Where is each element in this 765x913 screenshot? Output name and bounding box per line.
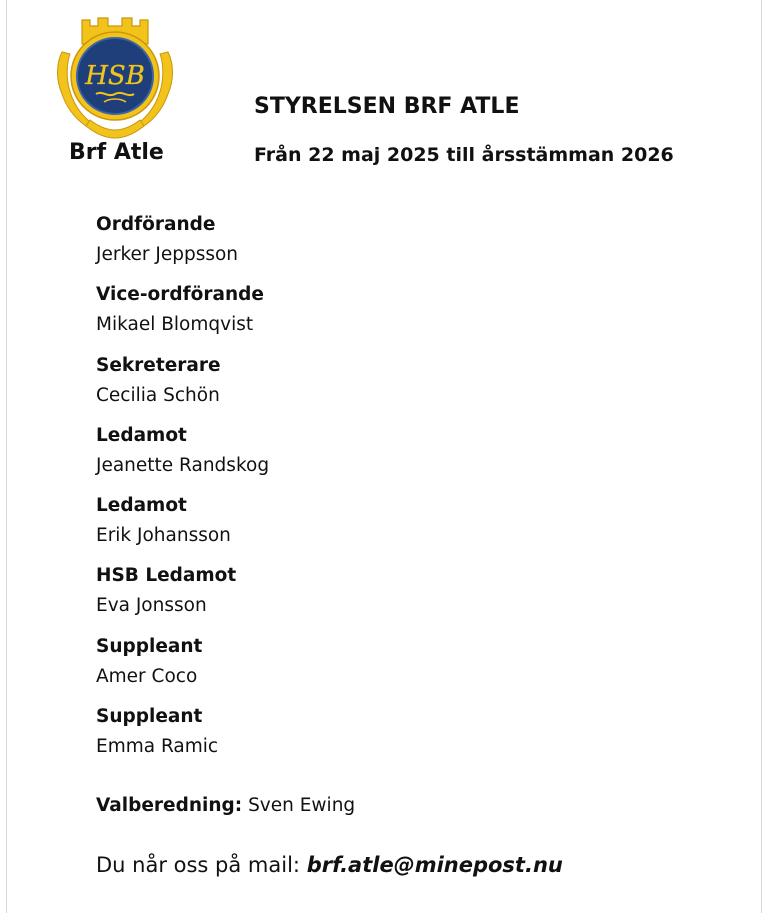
- member-role: Suppleant: [96, 635, 203, 657]
- member-name: Jerker Jeppsson: [96, 244, 239, 265]
- board-member: [96, 634, 696, 704]
- association-name: Brf Atle: [69, 140, 164, 165]
- contact-line: [96, 853, 563, 877]
- member-name: Jeanette Randskog: [96, 454, 270, 476]
- contact-email-link[interactable]: brf.atle@minepost.nu: [306, 853, 563, 877]
- member-role: Ledamot: [96, 495, 187, 517]
- member-name: Cecilia Schön: [96, 384, 220, 406]
- board-member: [96, 563, 696, 633]
- board-member: [96, 282, 696, 352]
- board-member: [96, 423, 696, 493]
- page-subtitle: Från 22 maj 2025 till årsstämman 2026: [254, 144, 674, 166]
- page-title: STYRELSEN BRF ATLE: [254, 94, 520, 119]
- nomination-committee: [96, 795, 355, 816]
- nomination-label: Valberedning:: [96, 795, 243, 816]
- member-name: Amer Coco: [96, 665, 198, 687]
- logo-text: HSB: [85, 61, 145, 91]
- member-name: Emma Ramic: [96, 736, 219, 758]
- board-member: [96, 212, 696, 282]
- board-member: [96, 353, 696, 423]
- member-role: Vice-ordförande: [96, 284, 264, 306]
- hsb-logo: [52, 14, 178, 140]
- contact-prefix: Du når oss på mail:: [96, 853, 300, 877]
- member-name: Erik Johansson: [96, 525, 231, 547]
- board-member: [96, 493, 696, 563]
- member-name: Mikael Blomqvist: [96, 314, 254, 336]
- board-members-list: [96, 212, 696, 774]
- board-member: [96, 704, 696, 774]
- member-name: Eva Jonsson: [96, 595, 207, 617]
- member-role: HSB Ledamot: [96, 565, 237, 587]
- member-role: Sekreterare: [96, 354, 221, 376]
- member-role: Ledamot: [96, 424, 187, 446]
- member-role: Ordförande: [96, 214, 216, 235]
- member-role: Suppleant: [96, 706, 203, 728]
- nomination-name: Sven Ewing: [248, 795, 356, 816]
